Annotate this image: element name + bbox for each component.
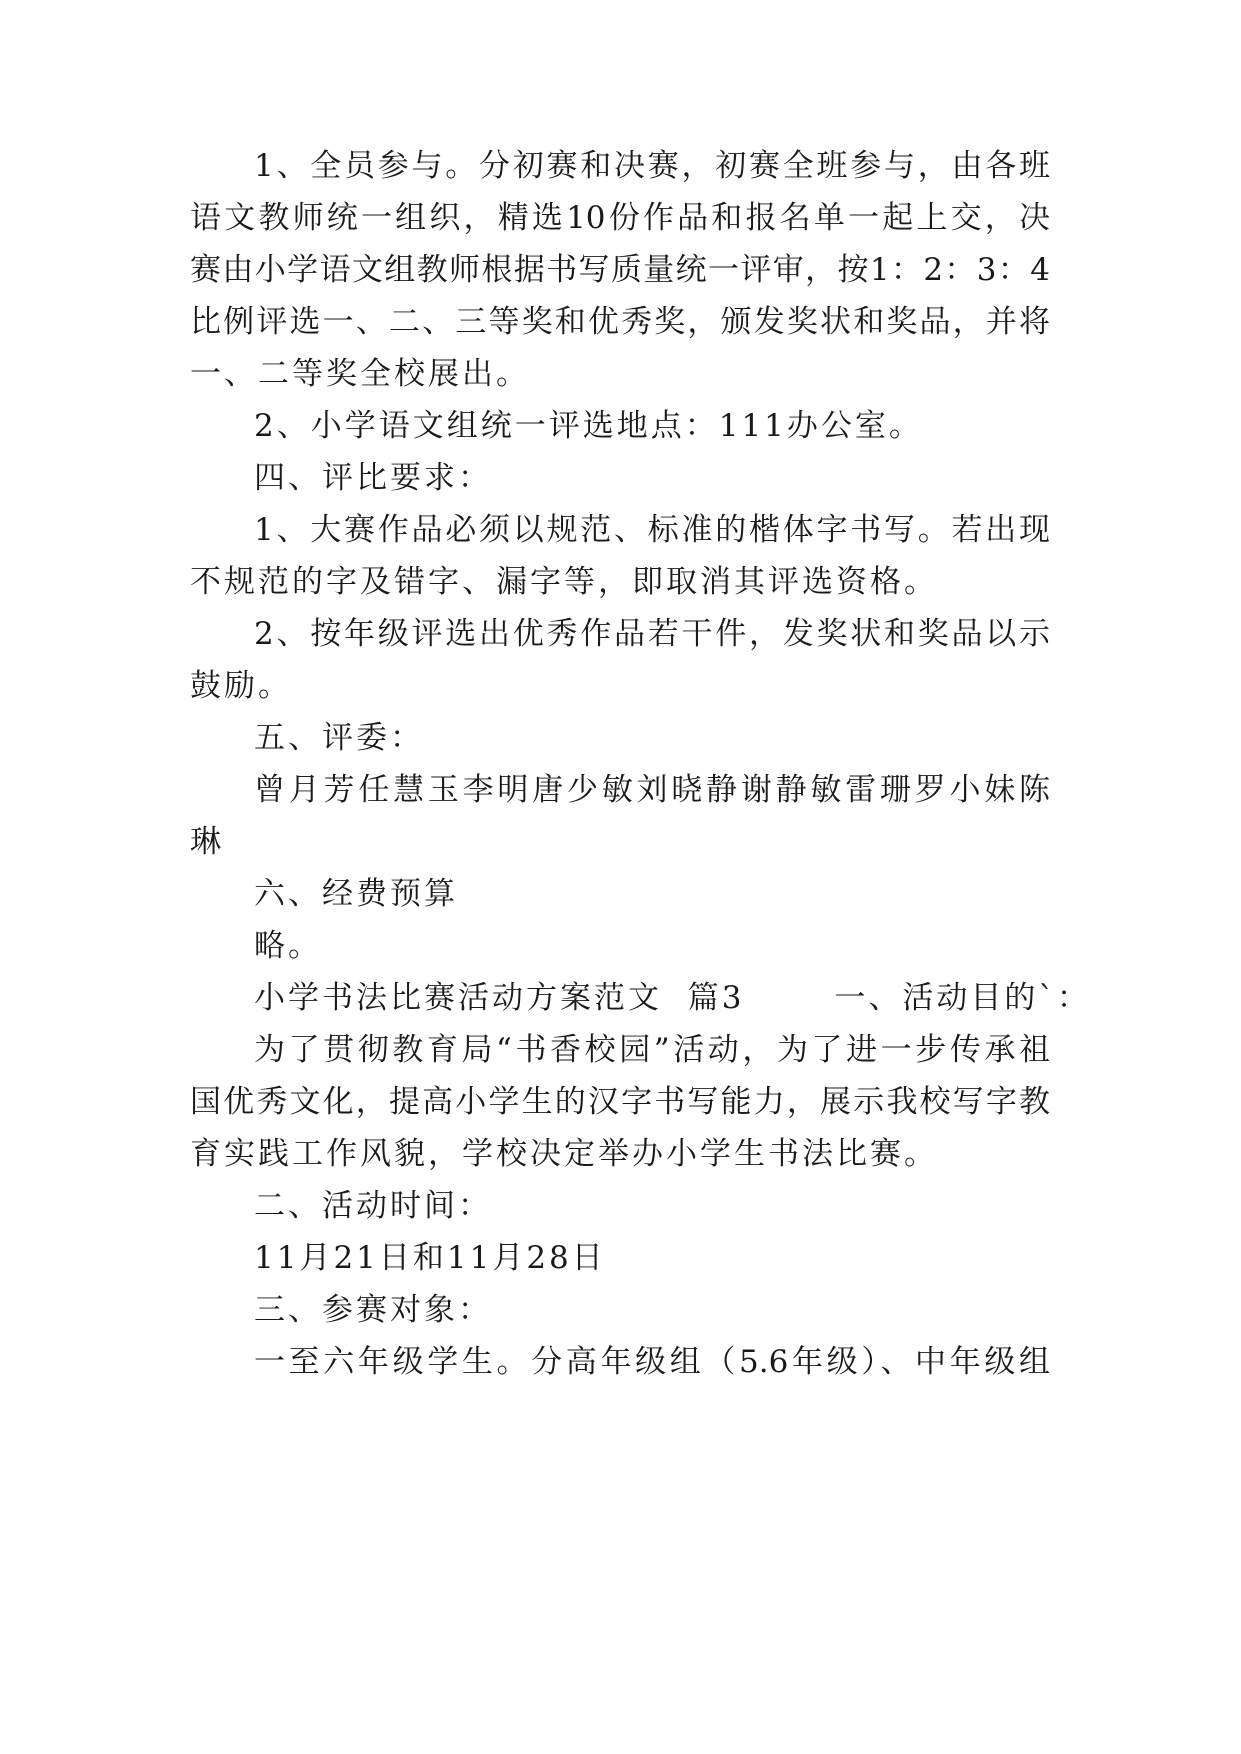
section-heading: 三、参赛对象： <box>254 1292 492 1328</box>
article-title-line: 小学书法比赛活动方案范文 篇3 一、活动目的`： <box>254 980 1091 1016</box>
paragraph-line: 比例评选一、二、三等奖和优秀奖，颁发奖状和奖品，并将 <box>190 304 1050 340</box>
section-heading: 六、经费预算 <box>254 876 458 912</box>
section-heading: 五、评委： <box>254 720 424 756</box>
paragraph-line: 语文教师统一组织，精选10份作品和报名单一起上交，决 <box>190 200 1050 236</box>
paragraph-line: 1、大赛作品必须以规范、标准的楷体字书写。若出现 <box>254 512 1050 548</box>
paragraph-line: 2、按年级评选出优秀作品若干件，发奖状和奖品以示 <box>254 616 1050 652</box>
paragraph-line: 2、小学语文组统一评选地点：111办公室。 <box>254 408 923 444</box>
paragraph-line: 不规范的字及错字、漏字等，即取消其评选资格。 <box>190 564 938 600</box>
paragraph-line: 11月21日和11月28日 <box>254 1240 606 1276</box>
paragraph-line: 赛由小学语文组教师根据书写质量统一评审，按1：2：3：4 <box>190 252 1050 288</box>
paragraph-line: 略。 <box>254 928 322 964</box>
section-heading: 二、活动时间： <box>254 1188 492 1224</box>
paragraph-line: 1、全员参与。分初赛和决赛，初赛全班参与，由各班 <box>254 148 1050 184</box>
paragraph-line: 育实践工作风貌，学校决定举办小学生书法比赛。 <box>190 1136 938 1172</box>
paragraph-line: 琳 <box>190 824 224 860</box>
section-heading: 四、评比要求： <box>254 460 492 496</box>
paragraph-line: 为了贯彻教育局“书香校园”活动，为了进一步传承祖 <box>254 1032 1050 1068</box>
paragraph-line: 鼓励。 <box>190 668 292 704</box>
paragraph-line: 一、二等奖全校展出。 <box>190 356 530 392</box>
paragraph-line: 一至六年级学生。分高年级组（5.6年级）、中年级组 <box>254 1344 1050 1380</box>
paragraph-line: 国优秀文化，提高小学生的汉字书写能力，展示我校写字教 <box>190 1084 1050 1120</box>
paragraph-line: 曾月芳任慧玉李明唐少敏刘晓静谢静敏雷珊罗小妹陈 <box>254 772 1050 808</box>
